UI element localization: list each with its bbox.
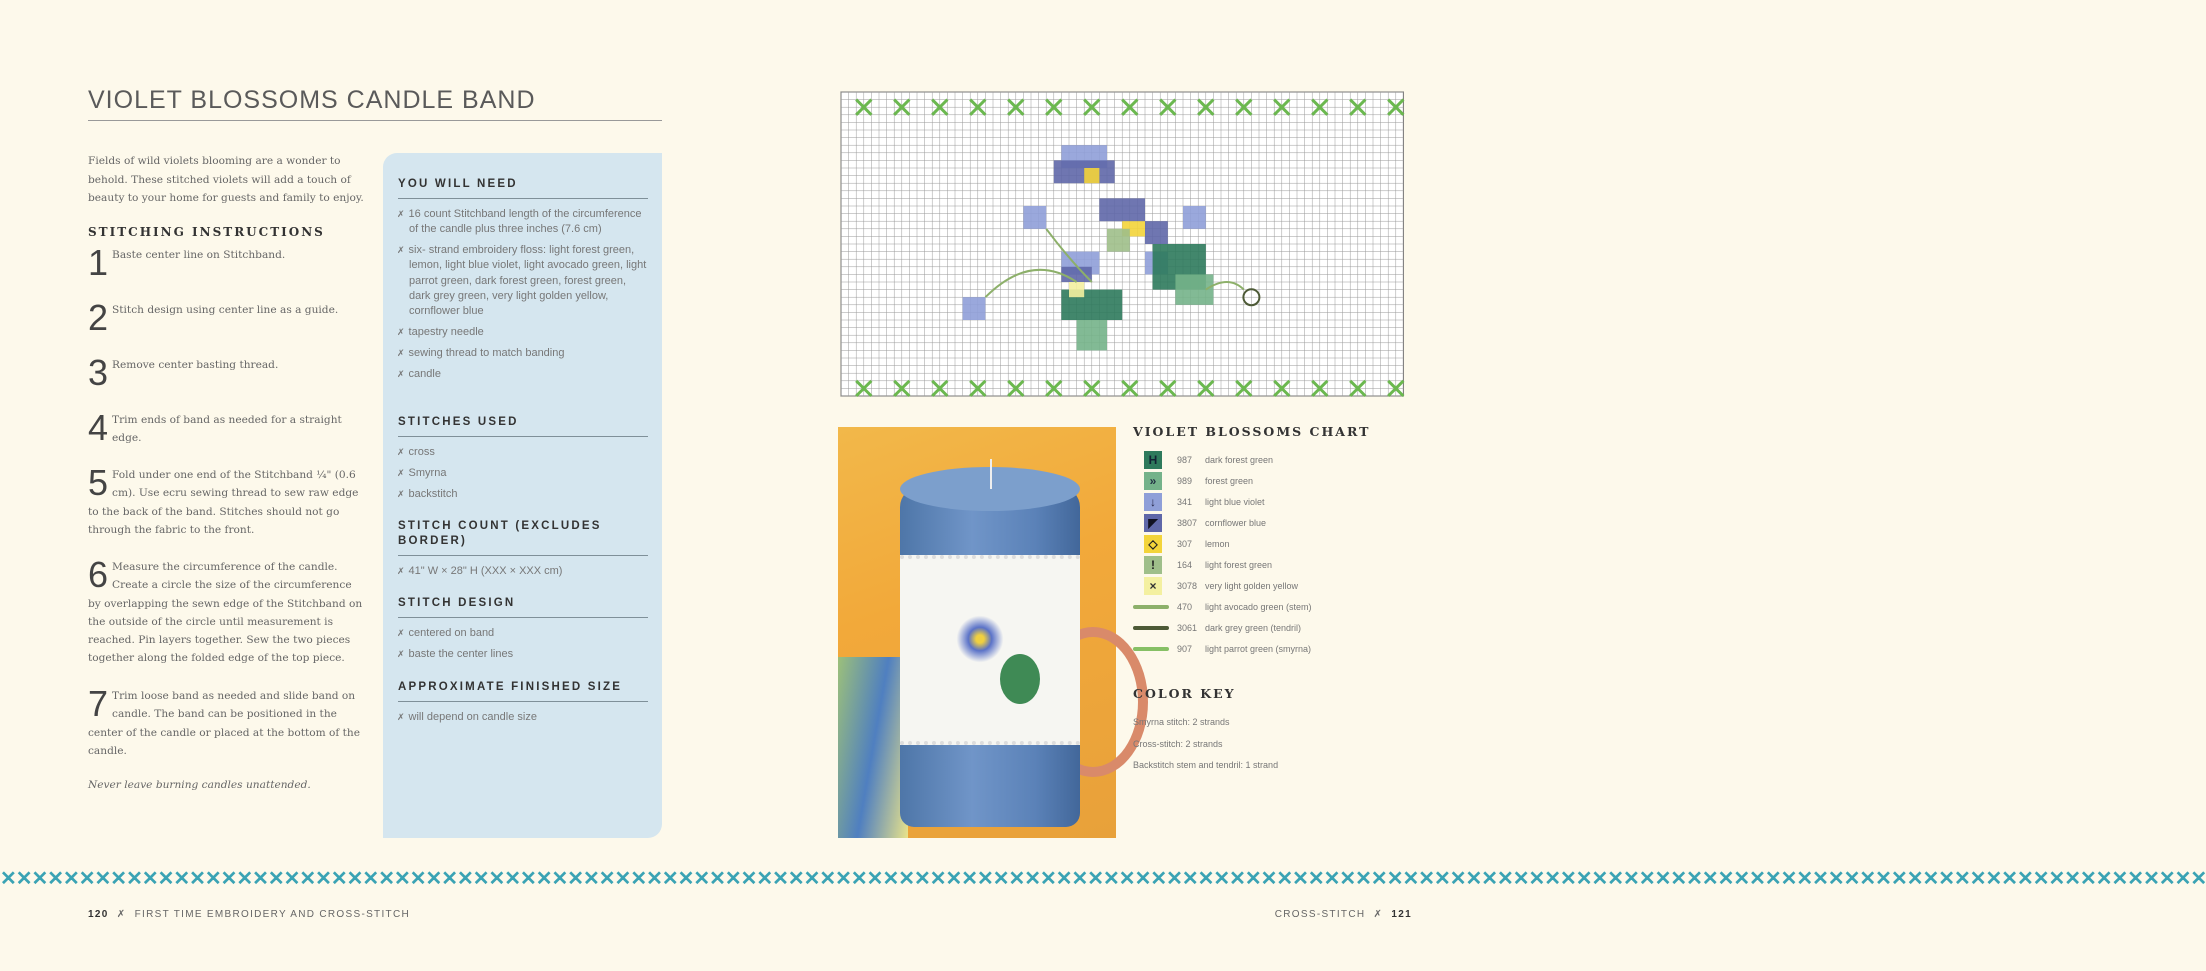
leaf-embroidery [1000, 654, 1040, 704]
line-swatch [1133, 626, 1169, 630]
floss-skeins [838, 657, 908, 838]
color-key-item: Smyrna stitch: 2 strands [1133, 717, 1230, 727]
step-number: 7 [88, 683, 109, 724]
materials-sidebar [383, 153, 662, 838]
floss-name: light forest green [1205, 560, 1273, 570]
list-item: ✗ Smyrna [397, 466, 649, 481]
color-key-item: Cross-stitch: 2 strands [1133, 739, 1223, 749]
line-swatch [1133, 605, 1169, 609]
list-item: ✗ will depend on candle size [397, 710, 649, 725]
step-text: Trim loose band as needed and slide band on candle. The band can be positioned in the center of the candle or placed at the bottom of the candle. [88, 690, 361, 757]
list-item: ✗ candle [397, 367, 649, 382]
list-item: ✗ sewing thread to match banding [397, 346, 649, 361]
finished-size-list [397, 710, 649, 731]
instruction-step [88, 242, 363, 283]
legend-item [1133, 492, 1393, 512]
step-number: 4 [88, 407, 109, 448]
step-text: Fold under one end of the Stitchband ¼" (0.6 cm). Use ecru sewing thread to sew raw edge to the back of the band. Stitches should not go through the fabric to the front. [88, 469, 359, 536]
floss-code: 341 [1177, 497, 1193, 507]
floss-code: 307 [1177, 539, 1193, 549]
instruction-step [88, 352, 363, 393]
step-number: 3 [88, 352, 109, 393]
legend-item [1133, 450, 1393, 470]
page-number-left: 120 [88, 909, 109, 920]
floss-name: cornflower blue [1205, 518, 1267, 528]
floss-name: light parrot green (smyrna) [1205, 644, 1312, 654]
legend-line-item [1133, 618, 1393, 638]
instruction-step [88, 554, 363, 668]
step-number: 6 [88, 554, 109, 595]
chart-legend-heading: VIOLET BLOSSOMS CHART [1133, 424, 1371, 439]
you-will-need-heading: YOU WILL NEED [398, 177, 648, 199]
page-number-right: 121 [1391, 909, 1412, 920]
cross-stitch-border: ✕✕✕✕✕✕✕✕✕✕✕✕✕✕✕✕✕✕✕✕✕✕✕✕✕✕✕✕✕✕✕✕✕✕✕✕✕✕✕✕✕✕✕✕✕✕✕✕✕✕✕✕✕✕✕✕✕✕✕✕✕✕✕✕✕✕✕✕✕✕✕✕✕✕✕✕✕✕✕✕✕✕✕✕✕✕✕✕✕✕✕✕✕✕✕✕✕✕✕✕✕✕✕✕✕✕✕✕✕✕✕✕✕✕✕✕✕✕✕✕✕✕✕✕✕✕✕✕✕✕✕✕✕✕✕✕✕✕✕✕ [0, 868, 2206, 890]
instruction-step [88, 462, 363, 539]
chart-stitch-block [1107, 229, 1130, 252]
symbol-swatch: ◇ [1144, 535, 1162, 553]
chart-stitch-block [1054, 160, 1115, 183]
step-text: Stitch design using center line as a guide. [112, 304, 339, 316]
violet-embroidery [950, 614, 1010, 664]
step-number: 5 [88, 462, 109, 503]
stitch-design-heading: STITCH DESIGN [398, 596, 648, 618]
chart-stitch-block [1145, 221, 1168, 244]
candle-wick [990, 459, 992, 489]
list-item: ✗ six- strand embroidery floss: light forest green, lemon, light blue violet, light avocado green, light parrot green, dark forest green, forest green, dark grey green, very light golden yellow, cornflower blue [397, 243, 649, 319]
floss-name: forest green [1205, 476, 1254, 486]
footer-x-icon: ✗ [1369, 909, 1388, 920]
stitch-count-list [397, 564, 649, 585]
footer-right [1275, 909, 1412, 920]
chart-stitch-block [1183, 206, 1206, 229]
legend-item [1133, 534, 1393, 554]
chart-stitch-block [1175, 274, 1213, 304]
list-item: ✗ baste the center lines [397, 647, 649, 662]
floss-code: 989 [1177, 476, 1193, 486]
intro-text: Fields of wild violets blooming are a wonder to behold. These stitched violets will add a touch of beauty to your home for guests and family to enjoy. [88, 155, 364, 204]
floss-name: dark forest green [1205, 455, 1274, 465]
legend-line-item [1133, 639, 1393, 659]
floss-name: dark grey green (tendril) [1205, 623, 1302, 633]
chart-stitch-block [1084, 168, 1099, 183]
legend-item [1133, 555, 1393, 575]
step-number: 2 [88, 297, 109, 338]
step-text: Baste center line on Stitchband. [112, 249, 286, 261]
list-item: ✗ 16 count Stitchband length of the circumference of the candle plus three inches (7.6 cm) [397, 207, 649, 238]
instruction-step [88, 683, 363, 760]
symbol-swatch: ↓ [1144, 493, 1162, 511]
symbol-swatch: × [1144, 577, 1162, 595]
instruction-step [88, 297, 363, 338]
symbol-swatch: ◤ [1144, 514, 1162, 532]
legend-item [1133, 471, 1393, 491]
stitch-count-heading: STITCH COUNT (EXCLUDES BORDER) [398, 519, 648, 556]
stitched-band [900, 555, 1080, 745]
instruction-step [88, 407, 363, 448]
finished-size-heading: APPROXIMATE FINISHED SIZE [398, 680, 648, 702]
chart-stitch-block [1099, 198, 1145, 221]
chart-stitch-block [1061, 267, 1091, 282]
floss-name: light blue violet [1205, 497, 1265, 507]
stitches-used-list [397, 445, 649, 507]
step-text: Trim ends of band as needed for a straight edge. [112, 414, 342, 445]
chart-stitch-block [1069, 282, 1084, 297]
safety-note: Never leave burning candles unattended. [88, 779, 311, 791]
floss-code: 3061 [1177, 623, 1198, 633]
step-text: Measure the circumference of the candle. Create a circle the size of the circumference by overlapping the sewn edge of the Stitchband on the outside of the circle until measurement is reached. Pin layers together. Sew the two pieces together along the folded edge of the top piece. [88, 561, 363, 665]
candle-photo [838, 427, 1116, 838]
symbol-swatch: H [1144, 451, 1162, 469]
page-title: VIOLET BLOSSOMS CANDLE BAND [88, 86, 536, 114]
floss-code: 470 [1177, 602, 1193, 612]
floss-code: 164 [1177, 560, 1193, 570]
floss-code: 987 [1177, 455, 1193, 465]
footer-left [88, 909, 410, 920]
floss-name: light avocado green (stem) [1205, 602, 1312, 612]
stitch-design-list [397, 626, 649, 668]
step-number: 1 [88, 242, 109, 283]
symbol-swatch: » [1144, 472, 1162, 490]
list-item: ✗ 41" W × 28" H (XXX × XXX cm) [397, 564, 649, 579]
color-key-item: Backstitch stem and tendril: 1 strand [1133, 760, 1279, 770]
list-item: ✗ cross [397, 445, 649, 460]
chart-stitch-block [1023, 206, 1046, 229]
color-key-heading: COLOR KEY [1133, 686, 1236, 701]
chapter-title: CROSS-STITCH [1274, 909, 1366, 920]
list-item: ✗ tapestry needle [397, 325, 649, 340]
instructions-heading: STITCHING INSTRUCTIONS [88, 225, 325, 239]
footer-x-icon: ✗ [112, 909, 131, 920]
list-item: ✗ backstitch [397, 487, 649, 502]
list-item: ✗ centered on band [397, 626, 649, 641]
legend-line-item [1133, 597, 1393, 617]
floss-code: 3078 [1177, 581, 1198, 591]
cross-stitch-chart [838, 88, 1410, 400]
floss-code: 3807 [1177, 518, 1198, 528]
book-title: FIRST TIME EMBROIDERY AND CROSS-STITCH [134, 909, 410, 920]
stitches-used-heading: STITCHES USED [398, 415, 648, 437]
chart-stitch-block [963, 297, 986, 320]
you-will-need-list [397, 207, 649, 387]
title-divider [88, 120, 662, 121]
chart-stitch-block [1077, 320, 1107, 350]
legend-item [1133, 576, 1393, 596]
line-swatch [1133, 647, 1169, 651]
floss-code: 907 [1177, 644, 1193, 654]
symbol-swatch: ! [1144, 556, 1162, 574]
floss-name: lemon [1205, 539, 1230, 549]
floss-name: very light golden yellow [1205, 581, 1299, 591]
step-text: Remove center basting thread. [112, 359, 279, 371]
legend-item [1133, 513, 1393, 533]
